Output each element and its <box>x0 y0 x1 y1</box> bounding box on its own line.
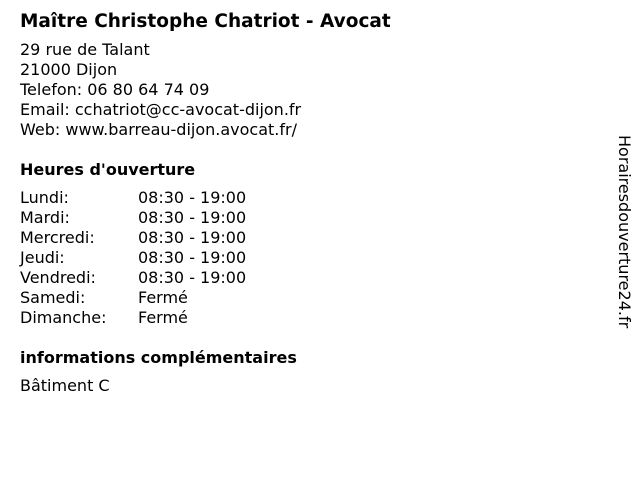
hours-row-friday <box>20 268 590 288</box>
time-value: 08:30 - 19:00 <box>138 248 247 267</box>
business-info-panel <box>20 10 590 396</box>
day-label: Mercredi: <box>20 228 95 247</box>
time-value: Fermé <box>138 308 188 327</box>
additional-info-text: Bâtiment C <box>20 376 110 395</box>
hours-row-sunday <box>20 308 590 328</box>
day-label: Jeudi: <box>20 248 65 267</box>
address-line-1: 29 rue de Talant <box>20 40 150 59</box>
website-address: Web: www.barreau-dijon.avocat.fr/ <box>20 120 297 139</box>
site-watermark: Horairesdouverture24.fr <box>615 135 634 329</box>
day-label: Vendredi: <box>20 268 96 287</box>
time-value: 08:30 - 19:00 <box>138 188 247 207</box>
opening-hours-title: Heures d'ouverture <box>20 160 196 179</box>
time-value: 08:30 - 19:00 <box>138 208 247 227</box>
additional-info-title: informations complémentaires <box>20 348 297 367</box>
opening-hours-table <box>20 188 590 328</box>
day-label: Mardi: <box>20 208 70 227</box>
hours-row-monday <box>20 188 590 208</box>
day-label: Samedi: <box>20 288 86 307</box>
hours-row-wednesday <box>20 228 590 248</box>
phone-number: Telefon: 06 80 64 74 09 <box>20 80 210 99</box>
business-name: Maître Christophe Chatriot - Avocat <box>20 11 391 32</box>
day-label: Dimanche: <box>20 308 107 327</box>
time-value: 08:30 - 19:00 <box>138 268 247 287</box>
day-label: Lundi: <box>20 188 69 207</box>
hours-row-thursday <box>20 248 590 268</box>
time-value: Fermé <box>138 288 188 307</box>
hours-row-saturday <box>20 288 590 308</box>
address-line-2: 21000 Dijon <box>20 60 118 79</box>
time-value: 08:30 - 19:00 <box>138 228 247 247</box>
hours-row-tuesday <box>20 208 590 228</box>
email-address: Email: cchatriot@cc-avocat-dijon.fr <box>20 100 302 119</box>
